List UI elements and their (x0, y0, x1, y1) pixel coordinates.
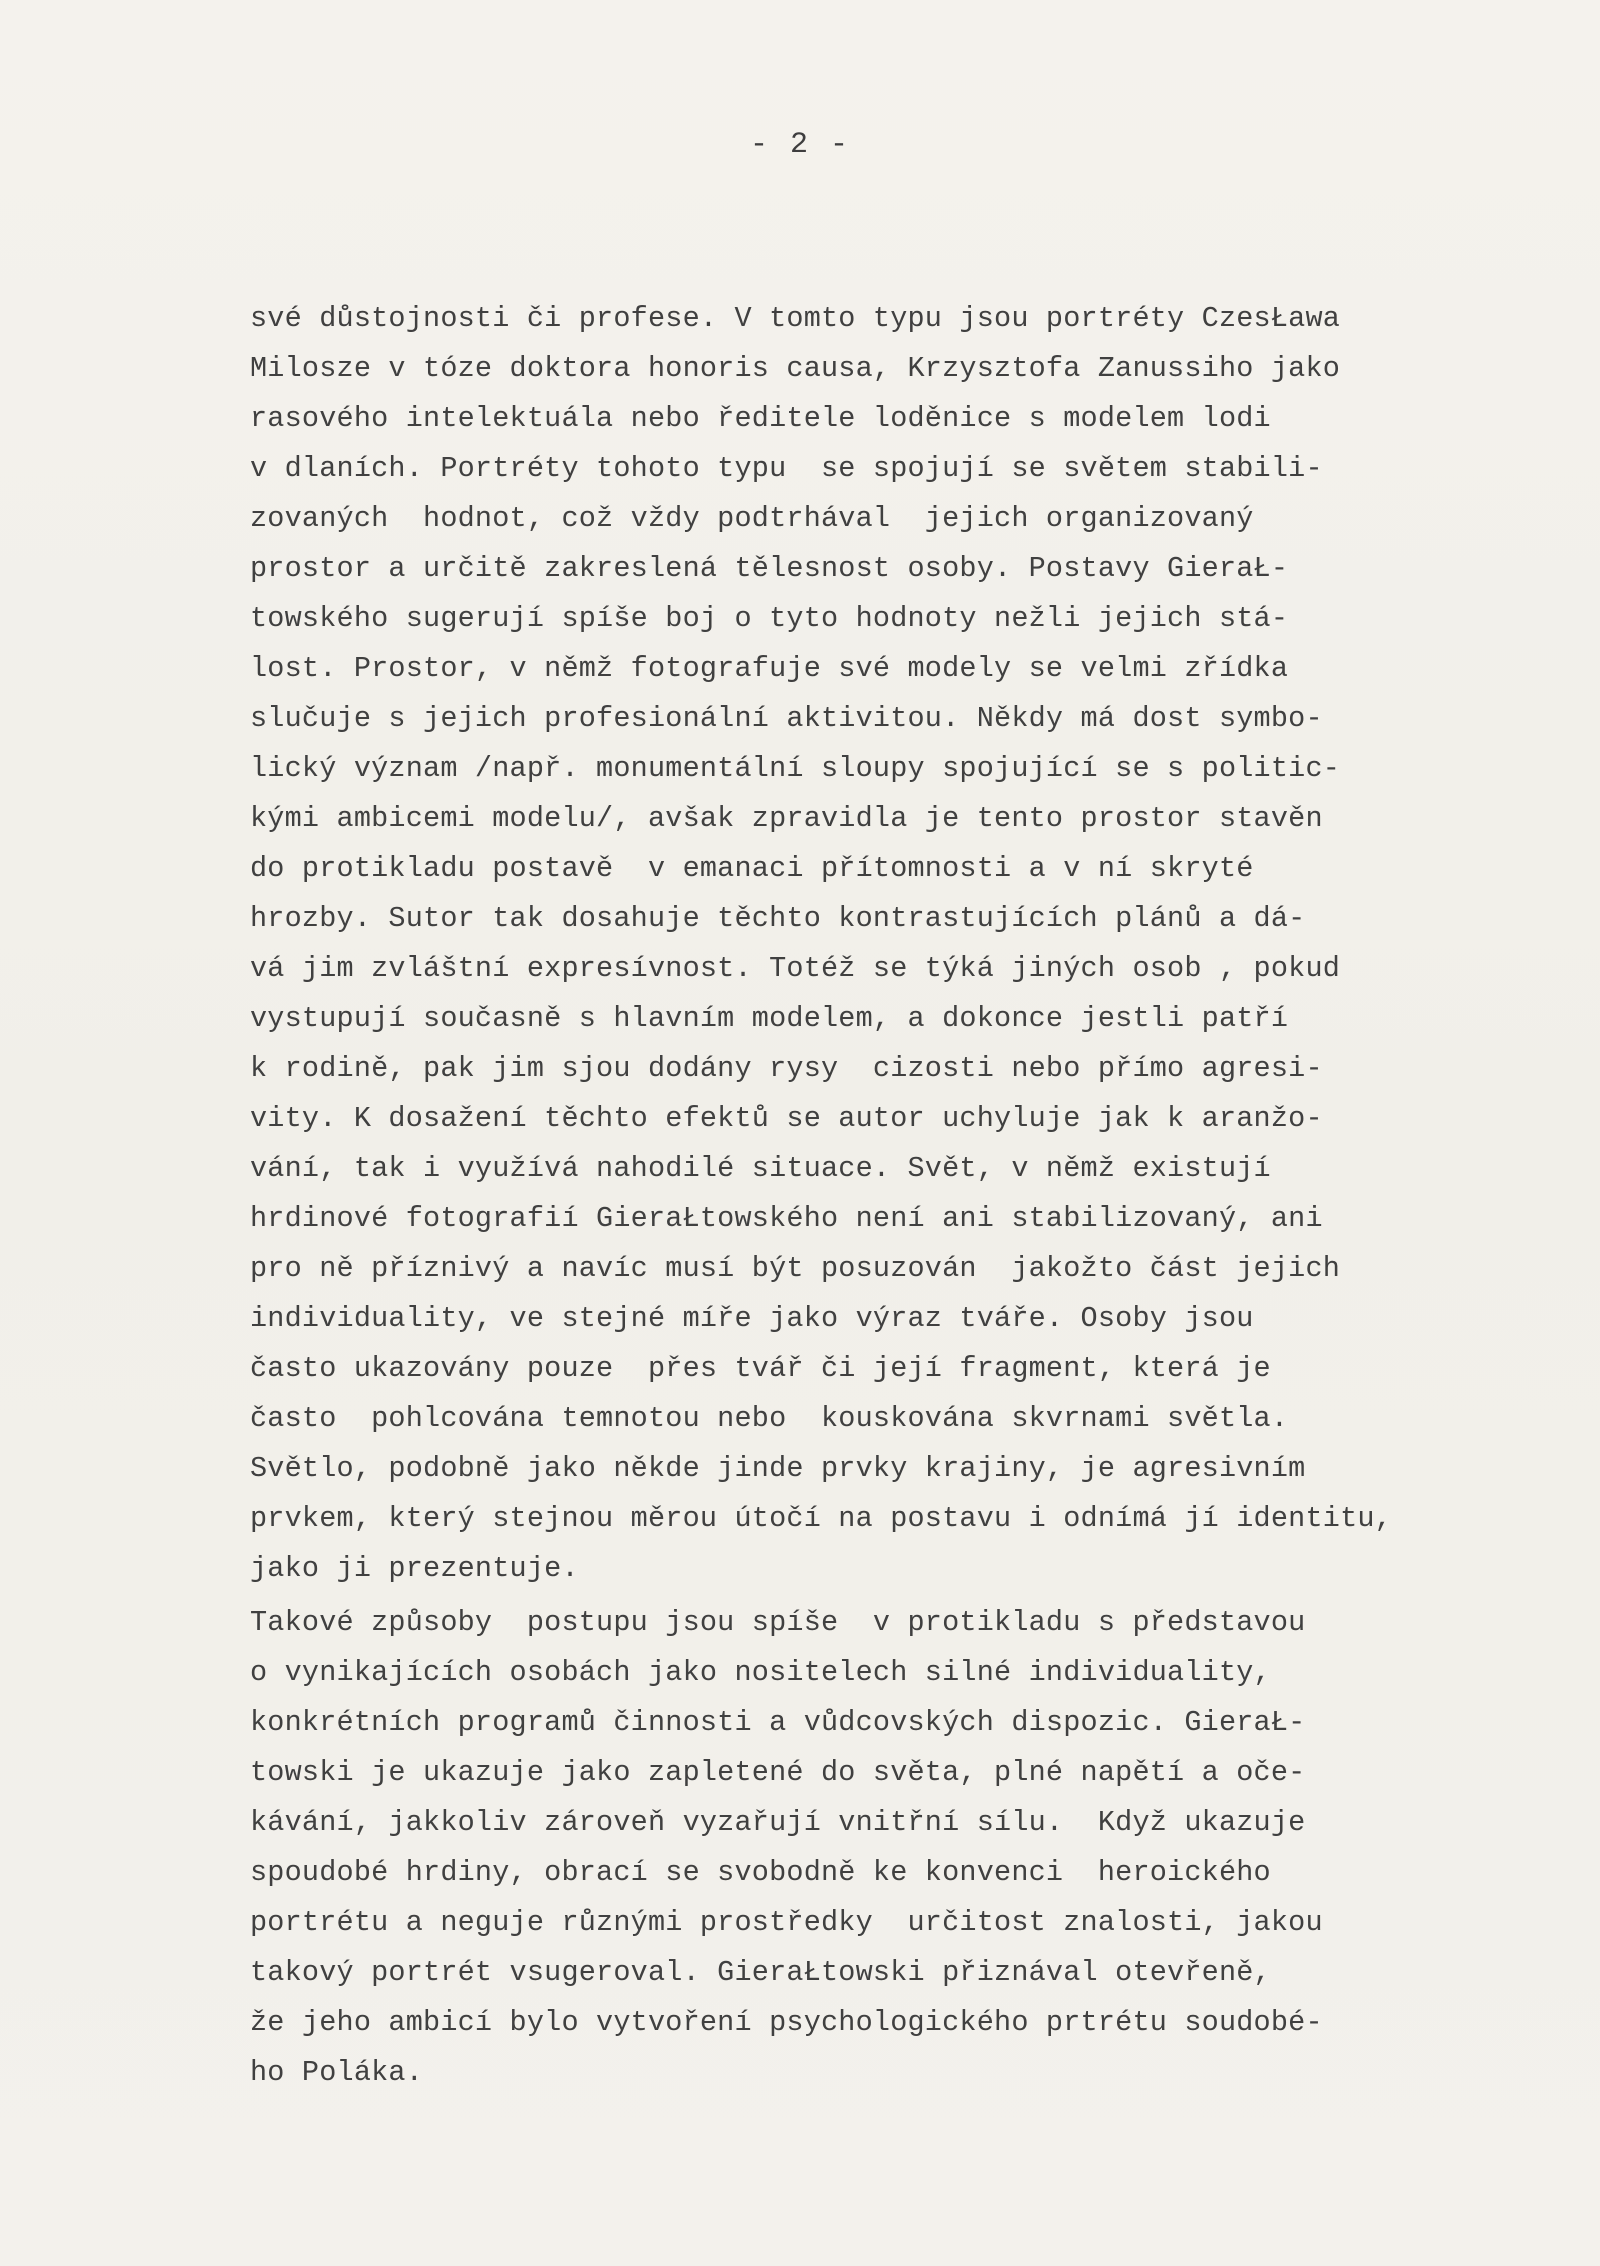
text-line: vity. K dosažení těchto efektů se autor uchyluje jak k aranžo- (250, 1102, 1323, 1135)
text-line: v dlaních. Portréty tohoto typu se spojují se světem stabili- (250, 452, 1323, 485)
text-line: vystupují současně s hlavním modelem, a dokonce jestli patří (250, 1002, 1289, 1035)
text-line: do protikladu postavě v emanaci přítomnosti a v ní skryté (250, 852, 1254, 885)
text-line: ho Poláka. (250, 2056, 424, 2089)
text-line: hrozby. Sutor tak dosahuje těchto kontrastujících plánů a dá- (250, 902, 1306, 935)
text-line: slučuje s jejich profesionální aktivitou. Někdy má dost symbo- (250, 702, 1323, 735)
text-line: k rodině, pak jim sjou dodány rysy cizosti nebo přímo agresi- (250, 1052, 1323, 1085)
text-line: jako ji prezentuje. (250, 1552, 579, 1585)
text-line: Světlo, podobně jako někde jinde prvky krajiny, je agresivním (250, 1452, 1306, 1485)
text-line: konkrétních programů činnosti a vůdcovských dispozic. GieraŁ- (250, 1706, 1306, 1739)
text-line: často ukazovány pouze přes tvář či její fragment, která je (250, 1352, 1271, 1385)
text-line: lost. Prostor, v němž fotografuje své modely se velmi zřídka (250, 652, 1289, 685)
text-line: často pohlcována temnotou nebo kouskována skvrnami světla. (250, 1402, 1289, 1435)
text-line: prostor a určitě zakreslená tělesnost osoby. Postavy GieraŁ- (250, 552, 1289, 585)
text-line: hrdinové fotografií GieraŁtowského není ani stabilizovaný, ani (250, 1202, 1323, 1235)
text-line: Milosze v tóze doktora honoris causa, Krzysztofa Zanussiho jako (250, 352, 1341, 385)
text-line: spoudobé hrdiny, obrací se svobodně ke konvenci heroického (250, 1856, 1271, 1889)
text-line: individuality, ve stejné míře jako výraz tváře. Osoby jsou (250, 1302, 1254, 1335)
text-line: vá jim zvláštní expresívnost. Totéž se týká jiných osob , pokud (250, 952, 1341, 985)
text-line: kými ambicemi modelu/, avšak zpravidla je tento prostor stavěn (250, 802, 1323, 835)
text-line: pro ně příznivý a navíc musí být posuzován jakožto část jejich (250, 1252, 1341, 1285)
text-line: lický význam /např. monumentální sloupy spojující se s politic- (250, 752, 1341, 785)
text-line: towski je ukazuje jako zapletené do světa, plné napětí a oče- (250, 1756, 1306, 1789)
text-line: že jeho ambicí bylo vytvoření psychologického prtrétu soudobé- (250, 2006, 1323, 2039)
text-line: Takové způsoby postupu jsou spíše v protikladu s představou (250, 1606, 1306, 1639)
text-line: o vynikajících osobách jako nositelech silné individuality, (250, 1656, 1271, 1689)
text-line: zovaných hodnot, což vždy podtrhával jejich organizovaný (250, 502, 1254, 535)
text-line: takový portrét vsugeroval. GieraŁtowski přiznával otevřeně, (250, 1956, 1271, 1989)
text-line: towského sugerují spíše boj o tyto hodnoty nežli jejich stá- (250, 602, 1289, 635)
text-line: prvkem, který stejnou měrou útočí na postavu i odnímá jí identitu, (250, 1502, 1392, 1535)
text-line: kávání, jakkoliv zároveň vyzařují vnitřní sílu. Když ukazuje (250, 1806, 1306, 1839)
text-line: své důstojnosti či profese. V tomto typu jsou portréty CzesŁawa (250, 302, 1341, 335)
text-line: vání, tak i využívá nahodilé situace. Svět, v němž existují (250, 1152, 1271, 1185)
text-line: rasového intelektuála nebo ředitele loděnice s modelem lodi (250, 402, 1271, 435)
page-number: - 2 - (749, 128, 850, 162)
text-line: portrétu a neguje různými prostředky určitost znalosti, jakou (250, 1906, 1323, 1939)
